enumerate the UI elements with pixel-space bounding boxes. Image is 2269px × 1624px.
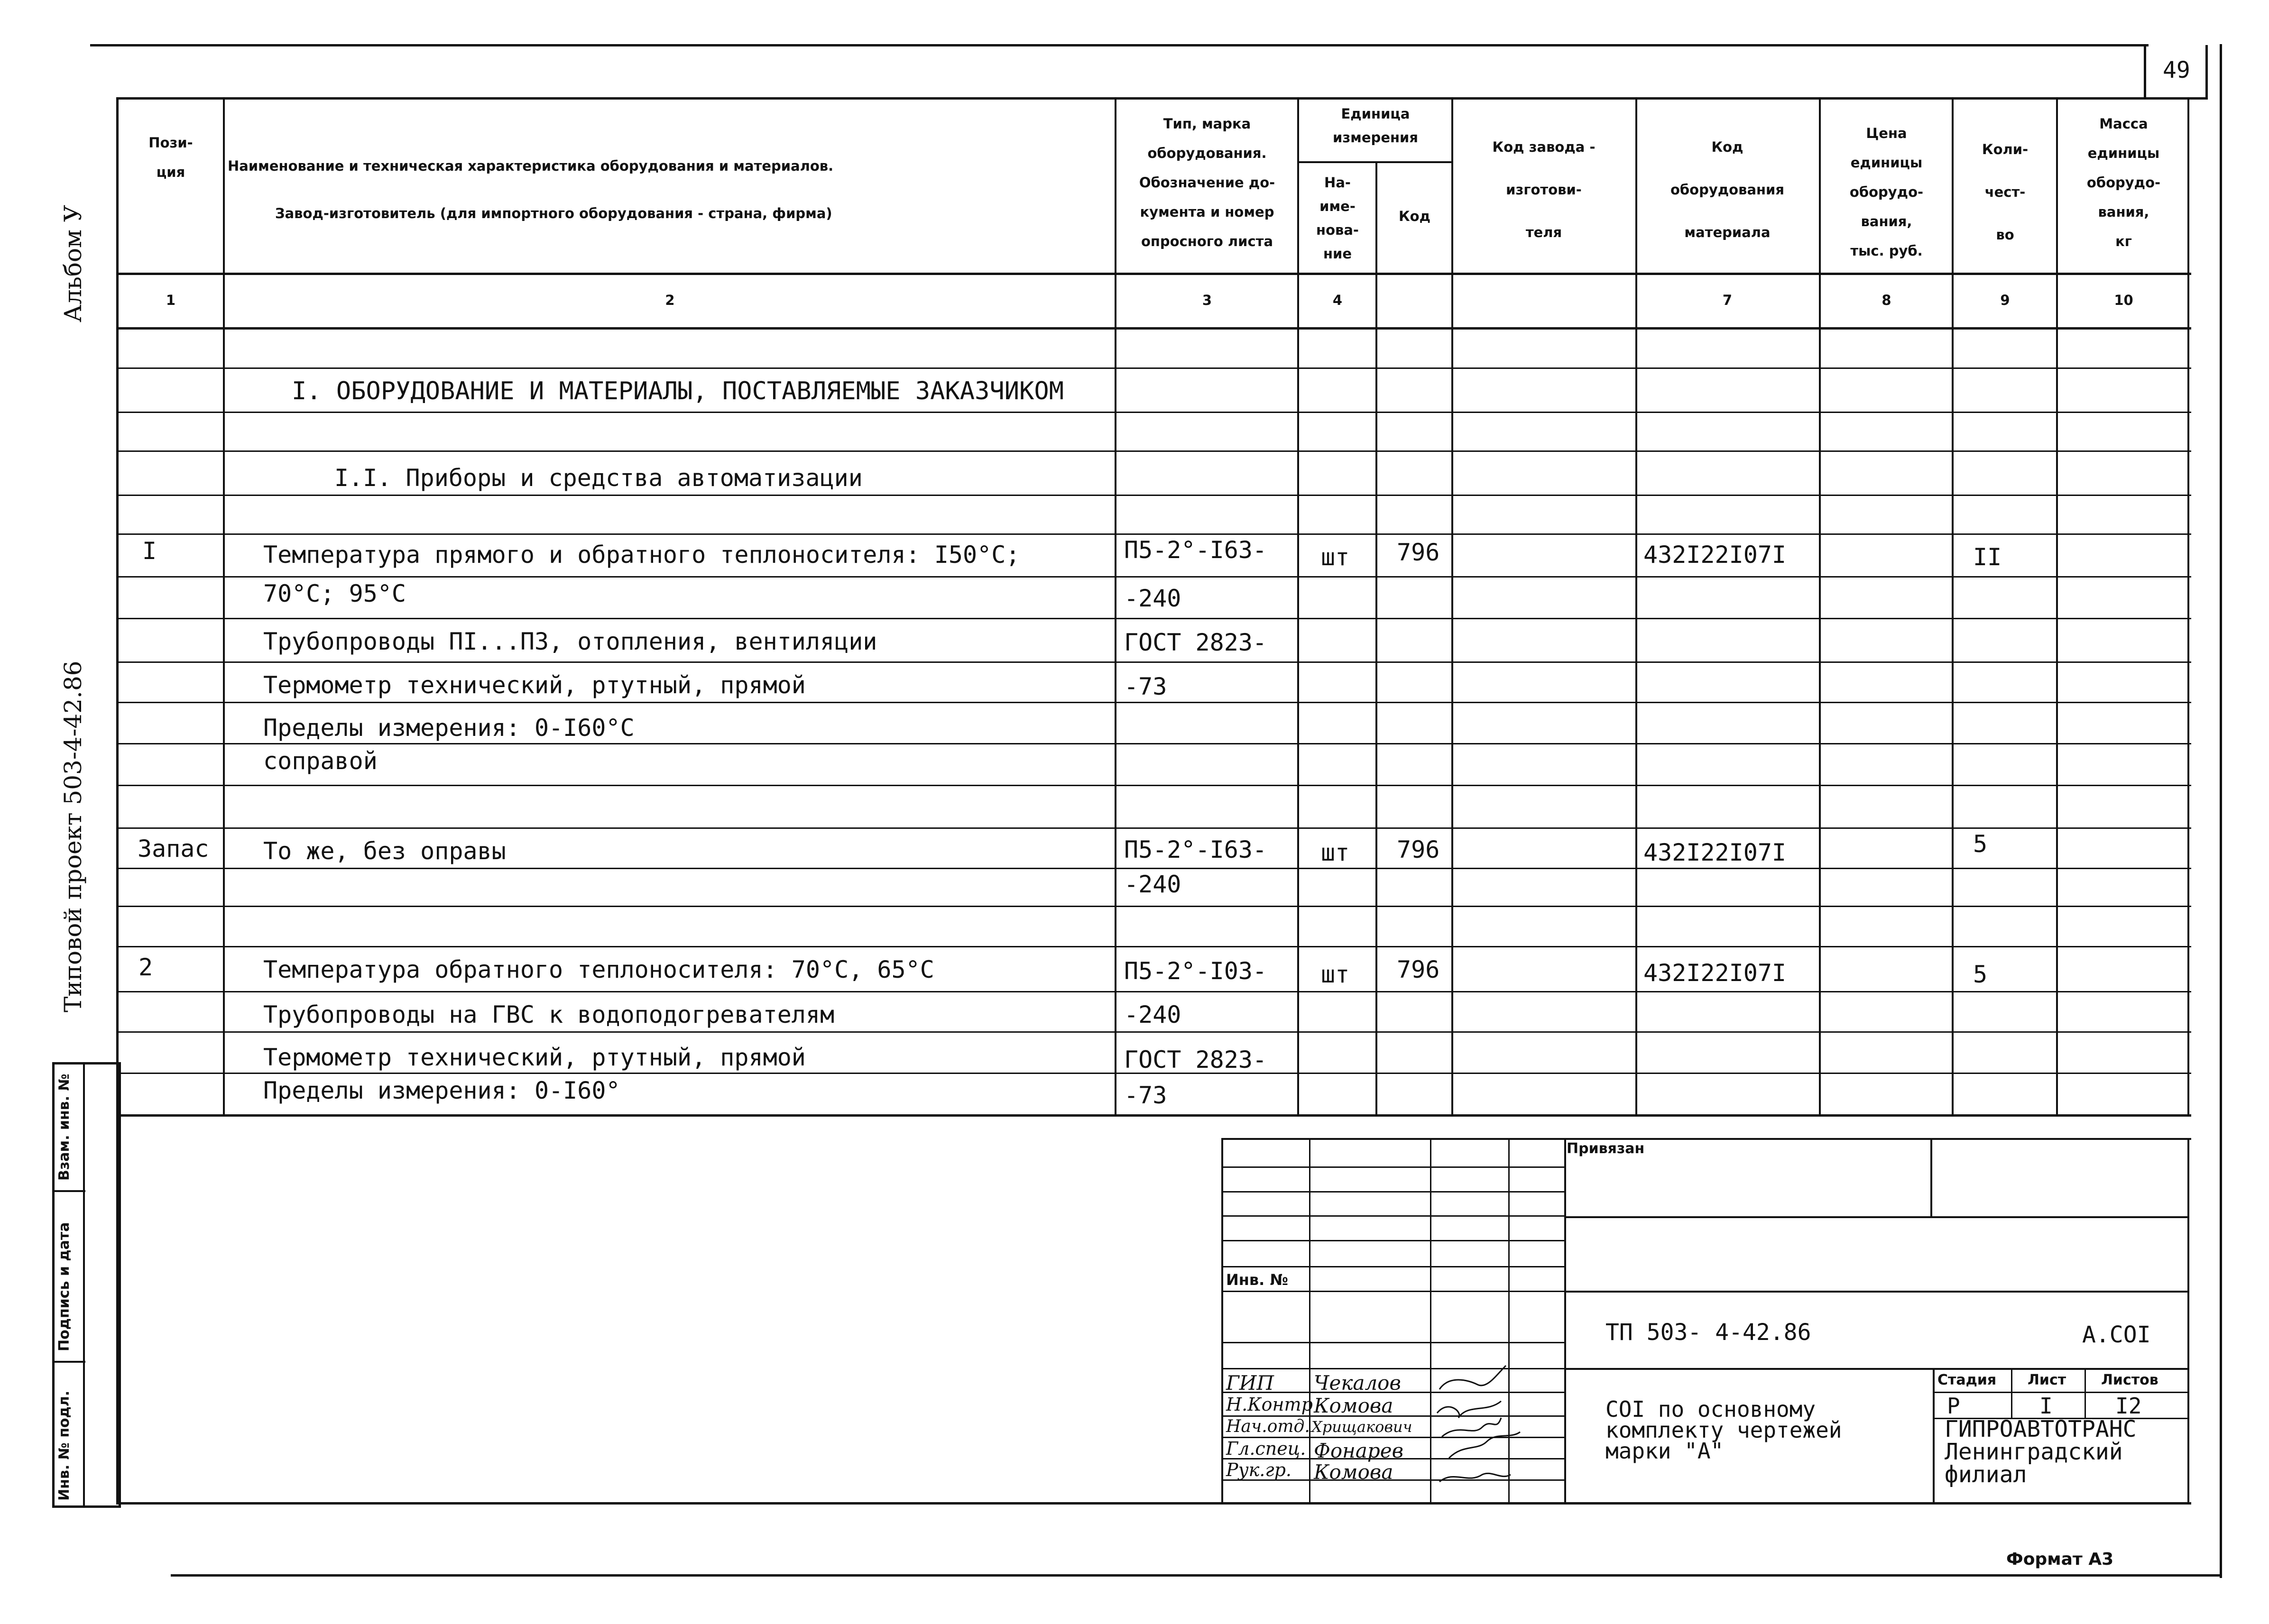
row-name: Температура прямого и обратного теплоносителя: I50°С;	[263, 541, 1020, 569]
side-album: Альбом У	[59, 205, 87, 322]
column-number: 7	[1722, 292, 1733, 308]
signature-4	[1449, 1432, 1520, 1458]
section-title: I. ОБОРУДОВАНИЕ И МАТЕРИАЛЫ, ПОСТАВЛЯЕМЫЕ ЗАКАЗЧИКОМ	[292, 377, 1064, 405]
header-unit-code: Код	[1398, 208, 1431, 224]
row-unit-code: 796	[1397, 539, 1440, 566]
row-name: 70°С; 95°С	[263, 580, 406, 607]
row-unit: шт	[1321, 543, 1350, 571]
subsection-title: I.I. Приборы и средства автоматизации	[334, 464, 863, 492]
column-number: 3	[1202, 292, 1212, 308]
role-gl-spec: Гл.спец.	[1226, 1438, 1306, 1459]
row-quantity: 5	[1973, 830, 1988, 858]
stage-value: Р	[1947, 1393, 1960, 1419]
signature-2	[1437, 1401, 1501, 1418]
row-type: -240	[1124, 1001, 1181, 1028]
right-border-line	[2220, 44, 2222, 1578]
column-number: 2	[665, 292, 675, 308]
row-name: Трубопроводы на ГВС к водоподогревателям	[263, 1001, 835, 1028]
role-nach-otd: Нач.отд.	[1226, 1417, 1310, 1436]
row-name: Пределы измерения: 0-I60°	[263, 1077, 620, 1104]
side-stamp-label: Инв. № подл.	[56, 1390, 73, 1501]
header-factory-code: Код завода - изготови- теля	[1492, 139, 1596, 240]
header-quantity: Коли- чест- во	[1982, 141, 2029, 243]
column-number: 10	[2114, 292, 2133, 308]
sheets-value: I2	[2115, 1393, 2142, 1419]
side-stamp-divider	[52, 1190, 85, 1192]
name-fonarev: Фонарев	[1314, 1439, 1404, 1462]
row-type: -240	[1124, 871, 1181, 898]
side-stamp-divider	[52, 1361, 85, 1363]
row-name: Пределы измерения: 0-I60°С	[263, 714, 635, 742]
row-material-code: 432I22I07I	[1643, 839, 1787, 866]
row-quantity: II	[1973, 543, 2002, 571]
column-number: 1	[166, 292, 176, 308]
name-komova: Комова	[1314, 1394, 1393, 1417]
page-number: 49	[2163, 57, 2190, 83]
row-unit: шт	[1321, 839, 1350, 866]
row-type: П5-2°-I63-	[1124, 836, 1267, 863]
stage-label: Стадия	[1937, 1372, 1997, 1388]
row-type: -240	[1124, 585, 1181, 612]
document-description: СОI по основному комплекту чертежей марки "А"	[1605, 1396, 1842, 1464]
row-name: Трубопроводы ПI...ПЗ, отопления, вентиляции	[263, 628, 877, 655]
row-unit-code: 796	[1397, 956, 1440, 983]
row-type: ГОСТ 2823-	[1124, 1046, 1267, 1073]
organization: ГИПРОАВТОТРАНС Ленинградский филиал	[1945, 1416, 2137, 1488]
row-quantity: 5	[1973, 961, 1988, 988]
signature-3	[1442, 1418, 1501, 1437]
row-type: П5-2°-I63-	[1124, 536, 1267, 564]
sheets-label: Листов	[2101, 1372, 2158, 1388]
role-nkontr: Н.Контр	[1226, 1394, 1313, 1415]
row-name: Термометр технический, ртутный, прямой	[263, 1044, 806, 1071]
side-stamp-divider	[83, 1062, 85, 1505]
row-unit-code: 796	[1397, 836, 1440, 863]
signatures	[1430, 1356, 1572, 1489]
row-position: Запас	[138, 835, 209, 862]
row-unit: шт	[1321, 961, 1350, 988]
signature-5	[1439, 1473, 1511, 1482]
header-type: Тип, марка оборудования. Обозначение до- кумента и номер опросного листа	[1139, 116, 1275, 249]
header-equipment-code: Код оборудования материала	[1670, 139, 1784, 240]
header-unit: Единица измерения	[1333, 106, 1418, 146]
inv-label: Инв. №	[1226, 1271, 1288, 1289]
privyazan-label: Привязан	[1567, 1140, 1645, 1157]
row-material-code: 432I22I07I	[1643, 541, 1787, 569]
side-stamp-label: Взам. инв. №	[56, 1073, 73, 1181]
role-gip: ГИП	[1226, 1371, 1274, 1395]
row-material-code: 432I22I07I	[1643, 959, 1787, 987]
document-code: ТП 503- 4-42.86	[1605, 1319, 1811, 1346]
header-name: Наименование и техническая характеристика оборудования и материалов. Завод-изготовитель (для импортного оборудования - страна, фирма)	[228, 158, 834, 221]
row-type: -73	[1124, 673, 1167, 700]
header-price: Цена единицы оборудо- вания, тыс. руб.	[1849, 125, 1924, 259]
header-unit-name: На- име- нова- ние	[1316, 174, 1359, 262]
column-number: 4	[1332, 292, 1343, 308]
bottom-border-line	[171, 1574, 2222, 1577]
row-position: I	[142, 537, 157, 565]
row-type: -73	[1124, 1082, 1167, 1109]
sheet-label: Лист	[2028, 1372, 2066, 1388]
sheet-code: А.СОI	[2082, 1321, 2151, 1348]
header-mass: Масса единицы оборудо- вания, кг	[2086, 116, 2161, 249]
top-border-line	[90, 44, 2149, 46]
name-chekalov: Чекалов	[1314, 1371, 1401, 1395]
sheet-value: I	[2039, 1393, 2053, 1419]
row-type: П5-2°-I03-	[1124, 957, 1267, 985]
format-label: Формат А3	[2006, 1550, 2114, 1569]
column-number: 8	[1882, 292, 1891, 308]
signature-1	[1439, 1366, 1506, 1389]
column-number: 9	[2000, 292, 2010, 308]
row-name: Температура обратного теплоносителя: 70°С, 65°С	[263, 956, 934, 983]
role-ruk-gr: Рук.гр.	[1226, 1459, 1291, 1480]
row-name: соправой	[263, 747, 378, 775]
side-project: Типовой проект 503-4-42.86	[59, 661, 87, 1012]
header-position: Пози- ция	[148, 135, 193, 180]
row-name: То же, без оправы	[263, 837, 506, 865]
name-komova-2: Комова	[1314, 1460, 1393, 1484]
row-type: ГОСТ 2823-	[1124, 629, 1267, 656]
row-position: 2	[138, 954, 153, 981]
side-stamp-label: Подпись и дата	[56, 1222, 73, 1351]
row-name: Термометр технический, ртутный, прямой	[263, 671, 806, 699]
name-khrishchakovich: Хрищакович	[1311, 1418, 1412, 1436]
